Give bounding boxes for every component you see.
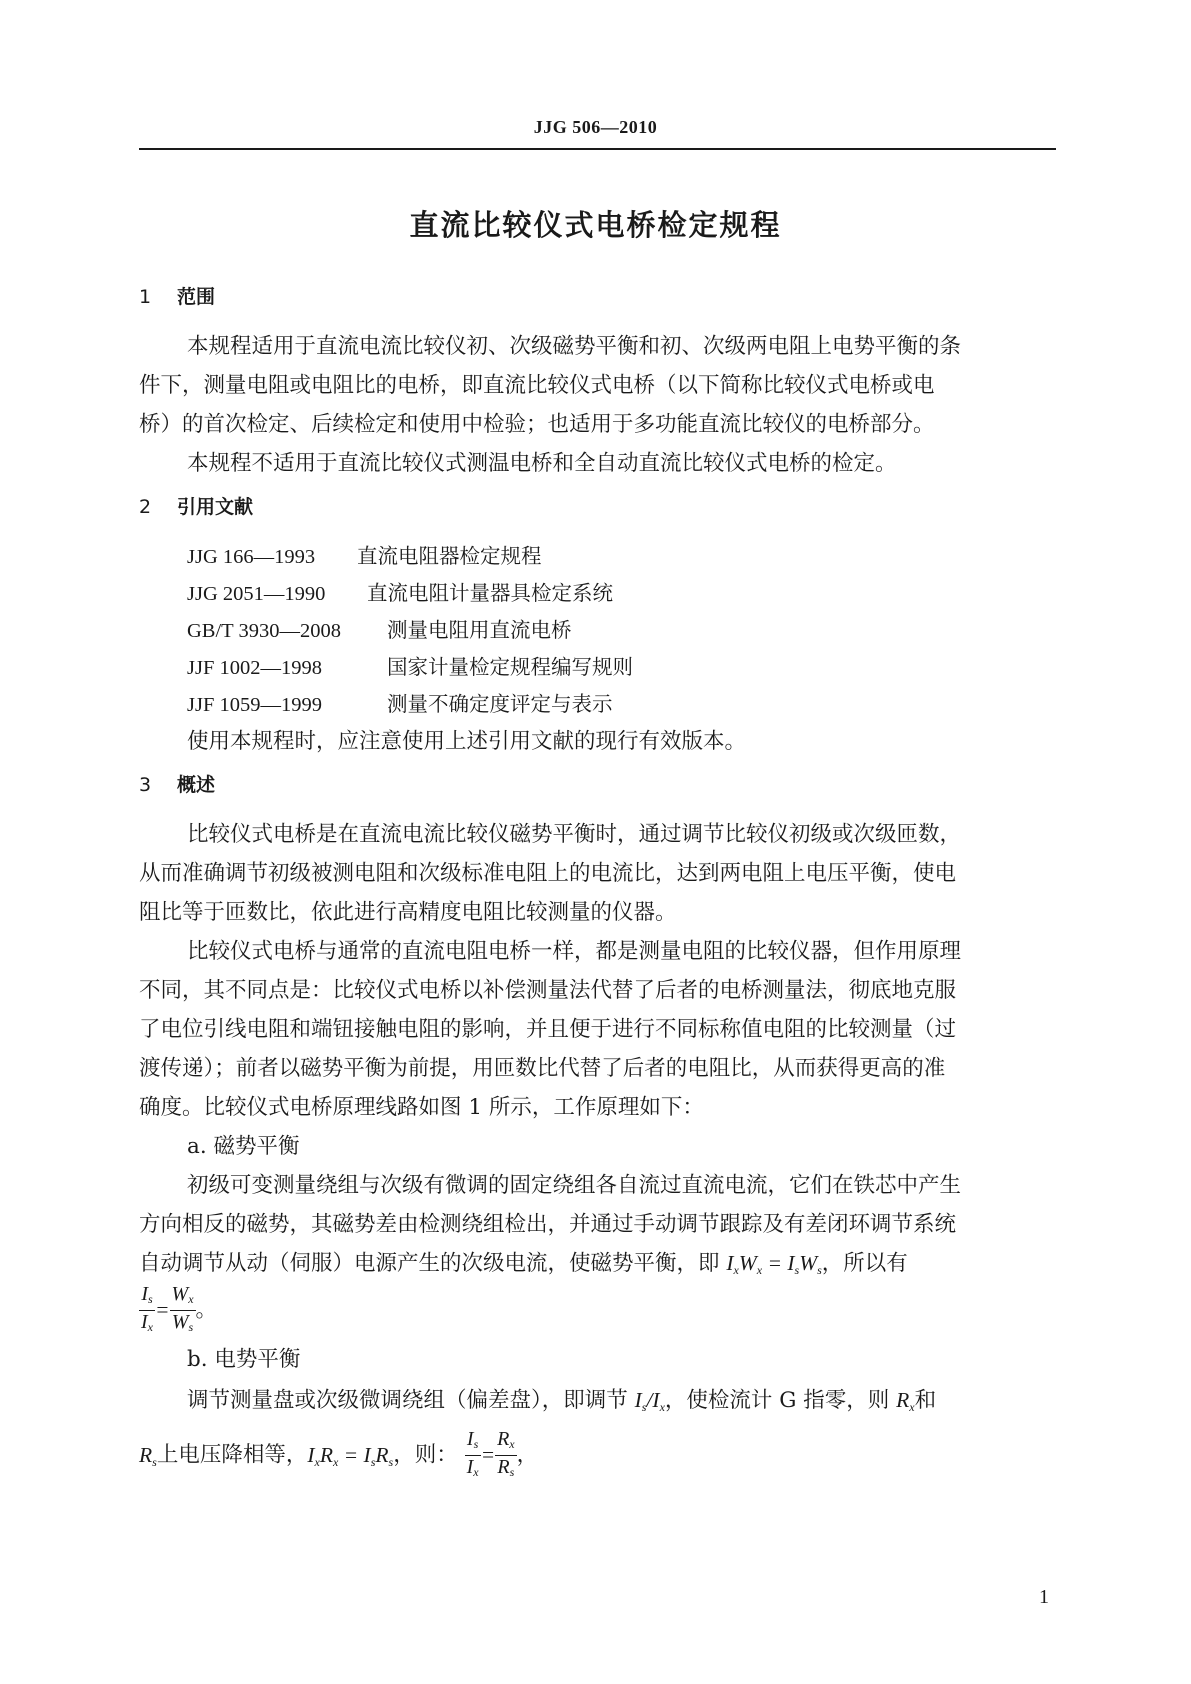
subsection-label-a: a. 磁势平衡 xyxy=(187,1134,300,1159)
section-heading-scope xyxy=(139,282,215,309)
paragraph-line xyxy=(187,1381,936,1427)
page-title: 直流比较仪式电桥检定规程 xyxy=(409,208,782,242)
paragraph-line: $R_s$上电压降相等，$I_xR_x = I_sR_s$，则： $\frac{I_s}{I_x}$ = $\frac{R_x}{R_s}$ ， xyxy=(139,1428,538,1483)
paragraph-line: 本规程适用于直流电流比较仪初、次级磁势平衡和初、次级两电阻上电势平衡的条 xyxy=(187,334,962,359)
formula-line: $\frac{I_s}{I_x}$ = $\frac{W_x}{W_s}$ 。 xyxy=(139,1283,217,1338)
section-heading-overview xyxy=(139,770,215,797)
expression-current-ratio: $I_s/I_x$ xyxy=(634,1388,665,1414)
reference-item xyxy=(187,648,633,688)
reference-title: 测量电阻用直流电桥 xyxy=(387,618,572,642)
reference-item xyxy=(187,537,542,577)
section-number: 2 xyxy=(139,496,152,518)
section-title: 引用文献 xyxy=(177,496,254,518)
header-rule xyxy=(139,148,1056,150)
paragraph-line: 确度。比较仪式电桥原理线路如图 1 所示，工作原理如下： xyxy=(139,1095,704,1120)
paragraph-line: 初级可变测量绕组与次级有微调的固定绕组各自流过直流电流，它们在铁芯中产生 xyxy=(187,1173,962,1198)
paragraph-line xyxy=(139,1244,908,1290)
paragraph-line: 件下，测量电阻或电阻比的电桥，即直流比较仪式电桥（以下简称比较仪式电桥或电 xyxy=(139,373,935,398)
fraction-current-ratio: $\frac{I_s}{I_x}$ xyxy=(466,1428,479,1479)
section-heading-references xyxy=(139,492,253,519)
reference-title: 测量不确定度评定与表示 xyxy=(387,692,613,716)
reference-item xyxy=(187,574,613,614)
paragraph-line: 不同，其不同点是：比较仪式电桥以补偿测量法代替了后者的电桥测量法，彻底地克服 xyxy=(139,978,957,1003)
reference-title: 国家计量检定规程编写规则 xyxy=(387,655,633,679)
text-run: 自动调节从动（伺服）电源产生的次级电流，使磁势平衡，即 xyxy=(139,1251,720,1276)
fraction-turns-ratio: $\frac{W_x}{W_s}$ xyxy=(171,1283,194,1334)
reference-note: 使用本规程时，应注意使用上述引用文献的现行有效版本。 xyxy=(187,729,747,754)
paragraph-line: 桥）的首次检定、后续检定和使用中检验；也适用于多功能直流比较仪的电桥部分。 xyxy=(139,412,935,437)
text-run: 和 xyxy=(914,1388,937,1413)
section-title: 范围 xyxy=(177,286,216,308)
fraction-current-ratio: $\frac{I_s}{I_x}$ xyxy=(141,1283,153,1334)
paragraph-line: 比较仪式电桥与通常的直流电阻电桥一样，都是测量电阻的比较仪器，但作用原理 xyxy=(187,939,962,964)
paragraph-line: 本规程不适用于直流比较仪式测温电桥和全自动直流比较仪式电桥的检定。 xyxy=(187,451,897,476)
reference-item xyxy=(187,611,572,651)
equation-ampere-turns: $I_xW_x = I_sW_s$ xyxy=(726,1251,822,1277)
section-number: 3 xyxy=(139,774,152,796)
section-title: 概述 xyxy=(177,774,216,796)
paragraph-line: 比较仪式电桥是在直流电流比较仪磁势平衡时，通过调节比较仪初级或次级匝数， xyxy=(187,822,962,847)
paragraph-line: 从而准确调节初级被测电阻和次级标准电阻上的电流比，达到两电阻上电压平衡，使电 xyxy=(139,861,957,886)
reference-item xyxy=(187,685,613,725)
symbol-rx: $R_x$ xyxy=(896,1388,915,1414)
text-run: ，则： xyxy=(393,1442,458,1468)
text-run: ，使检流计 G 指零，则 xyxy=(664,1388,890,1413)
reference-title: 直流电阻计量器具检定系统 xyxy=(367,581,613,605)
text-run: ，所以有 xyxy=(821,1251,908,1276)
reference-code: JJF 1059—1999 xyxy=(187,694,322,716)
subsection-label-b: b. 电势平衡 xyxy=(187,1347,301,1372)
reference-code: GB/T 3930—2008 xyxy=(187,620,341,642)
reference-code: JJG 166—1993 xyxy=(187,546,316,568)
symbol-rs: $R_s$ xyxy=(139,1442,157,1469)
fraction-resistance-ratio: $\frac{R_x}{R_s}$ xyxy=(497,1428,515,1479)
paragraph-line: 渡传递）；前者以磁势平衡为前提，用匝数比代替了后者的电阻比，从而获得更高的准 xyxy=(139,1056,946,1081)
reference-title: 直流电阻器检定规程 xyxy=(357,544,542,568)
equation-voltage-drop: $I_xR_x = I_sR_s$ xyxy=(307,1442,394,1469)
paragraph-line: 了电位引线电阻和端钮接触电阻的影响，并且便于进行不同标称值电阻的比较测量（过 xyxy=(139,1017,957,1042)
paragraph-line: 阻比等于匝数比，依此进行高精度电阻比较测量的仪器。 xyxy=(139,900,677,925)
paragraph-line: 方向相反的磁势，其磁势差由检测绕组检出，并通过手动调节跟踪及有差闭环调节系统 xyxy=(139,1212,957,1237)
text-run: 调节测量盘或次级微调绕组（偏差盘），即调节 xyxy=(187,1388,628,1413)
page-number: 1 xyxy=(1039,1586,1049,1608)
reference-code: JJG 2051—1990 xyxy=(187,583,326,605)
section-number: 1 xyxy=(139,286,152,308)
document-code-header: JJG 506—2010 xyxy=(533,117,658,137)
reference-code: JJF 1002—1998 xyxy=(187,657,322,679)
text-run: 上电压降相等， xyxy=(156,1442,308,1468)
